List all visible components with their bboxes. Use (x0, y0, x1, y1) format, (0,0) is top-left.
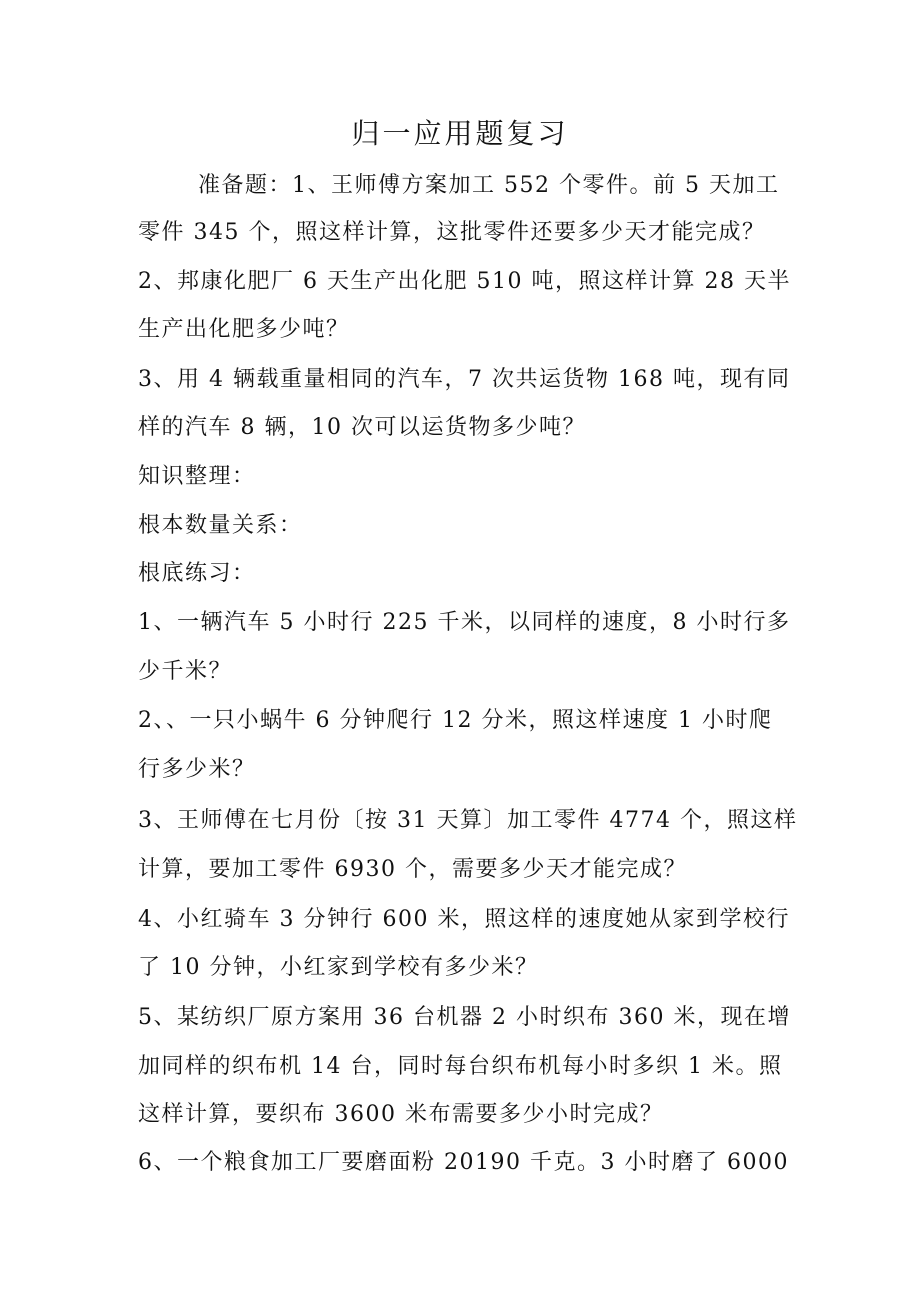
practice-line-6: 计算，要加工零件 6930 个，需要多少天才能完成？ (138, 857, 687, 882)
page-title: 归一应用题复习 (351, 117, 569, 150)
section-relation: 根本数量关系： (138, 513, 303, 538)
practice-line-4: 行多少米？ (138, 757, 256, 782)
practice-line-8: 了 10 分钟，小红家到学校有多少米？ (138, 955, 539, 980)
prep-line-4: 生产出化肥多少吨？ (138, 317, 350, 342)
practice-line-12: 6、一个粮食加工厂要磨面粉 20190 千克。3 小时磨了 6000 (138, 1150, 789, 1175)
prep-line-5: 3、用 4 辆载重量相同的汽车，7 次共运货物 168 吨，现有同 (138, 367, 791, 392)
prep-line-2: 零件 345 个，照这样计算，这批零件还要多少天才能完成？ (138, 220, 766, 245)
practice-line-10: 加同样的织布机 14 台，同时每台织布机每小时多织 1 米。照 (138, 1054, 783, 1079)
practice-line-2: 少千米？ (138, 659, 233, 684)
practice-line-9: 5、某纺织厂原方案用 36 台机器 2 小时织布 360 米，现在增 (138, 1005, 791, 1030)
section-knowledge: 知识整理： (138, 464, 256, 489)
practice-line-3: 2、、一只小蜗牛 6 分钟爬行 12 分米，照这样速度 1 小时爬 (138, 708, 773, 733)
practice-line-11: 这样计算，要织布 3600 米布需要多少小时完成？ (138, 1102, 664, 1127)
practice-line-5: 3、王师傅在七月份〔按 31 天算〕加工零件 4774 个，照这样 (138, 808, 798, 833)
practice-line-7: 4、小红骑车 3 分钟行 600 米，照这样的速度她从家到学校行 (138, 907, 790, 932)
prep-line-3: 2、邦康化肥厂 6 天生产出化肥 510 吨，照这样计算 28 天半 (138, 269, 791, 294)
practice-line-1: 1、一辆汽车 5 小时行 225 千米，以同样的速度，8 小时行多 (138, 610, 791, 635)
prep-line-1: 准备题：1、王师傅方案加工 552 个零件。前 5 天加工 (198, 173, 780, 198)
section-practice: 根底练习： (138, 561, 256, 586)
prep-line-6: 样的汽车 8 辆，10 次可以运货物多少吨？ (138, 415, 586, 440)
